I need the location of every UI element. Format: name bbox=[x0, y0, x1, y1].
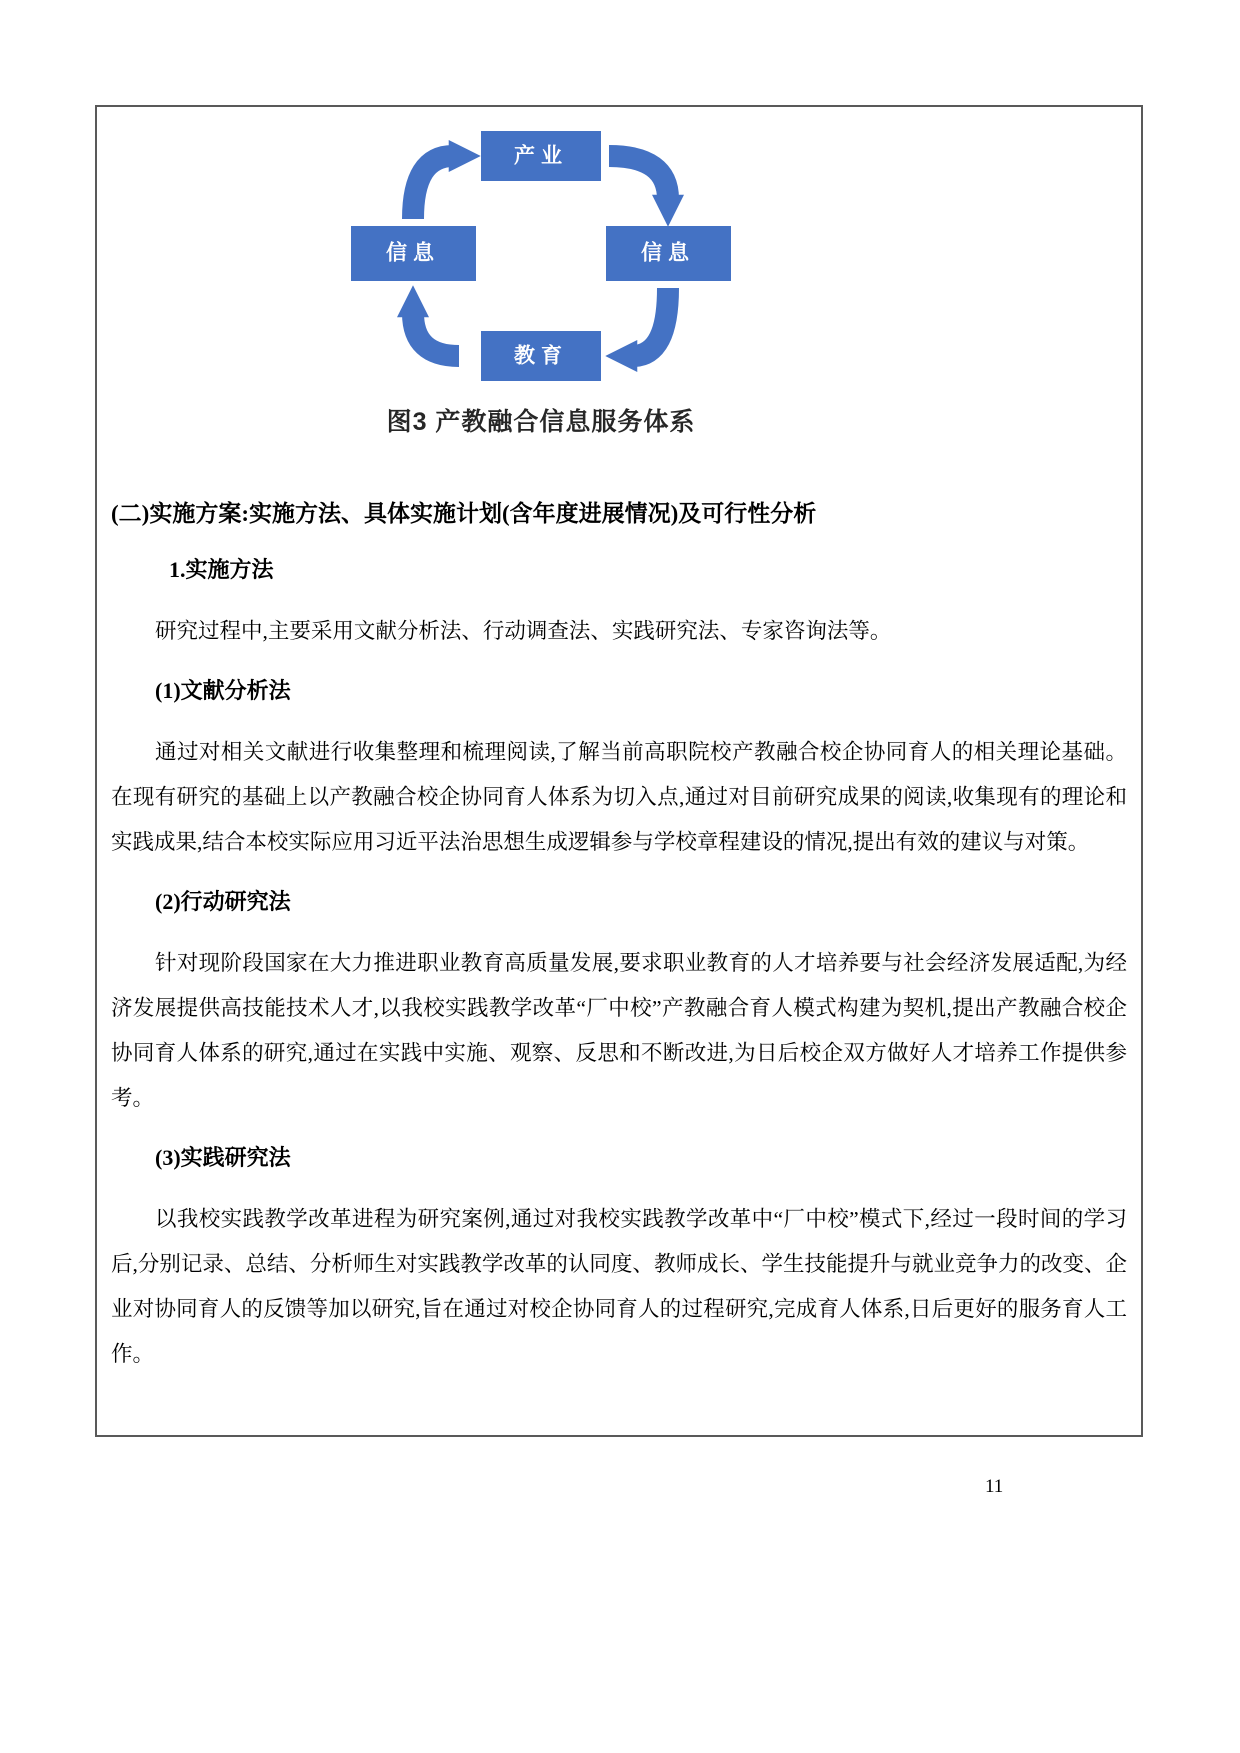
content-frame bbox=[95, 105, 1143, 1437]
document-body bbox=[111, 498, 1127, 1377]
arrow-right-to-bottom-icon bbox=[633, 288, 668, 356]
heading-practice-research: (3)实践研究法 bbox=[155, 1145, 291, 1170]
heading-implementation-method: 1.实施方法 bbox=[169, 557, 274, 582]
arrow-bottom-to-left-icon bbox=[413, 313, 459, 356]
node-education-label: 教育 bbox=[514, 344, 568, 368]
arrow-top-to-right-icon bbox=[609, 156, 668, 199]
paragraph-action-research: 针对现阶段国家在大力推进职业教育高质量发展,要求职业教育的人才培养要与社会经济发展适配,为经济发展提供高技能技术人才,以我校实践教学改革“厂中校”产教融合育人模式构建为契机,提出产教融合校企协同育人体系的研究,通过在实践中实施、观察、反思和不断改进,为日后校企双方做好人才培养工作提供参考。 bbox=[111, 951, 1127, 1110]
paragraph-practice-research: 以我校实践教学改革进程为研究案例,通过对我校实践教学改革中“厂中校”模式下,经过一段时间的学习后,分别记录、总结、分析师生对实践教学改革的认同度、教师成长、学生技能提升与就业竞争力的改变、企业对协同育人的反馈等加以研究,旨在通过对校企协同育人的过程研究,完成育人体系,日后更好的服务育人工作。 bbox=[111, 1207, 1127, 1366]
figure-3 bbox=[95, 131, 1049, 438]
node-information-left-label: 信息 bbox=[386, 241, 440, 265]
heading-action-research: (2)行动研究法 bbox=[155, 889, 291, 914]
heading-literature-analysis: (1)文献分析法 bbox=[155, 678, 291, 703]
paragraph-literature-analysis: 通过对相关文献进行收集整理和梳理阅读,了解当前高职院校产教融合校企协同育人的相关理论基础。在现有研究的基础上以产教融合校企协同育人体系为切入点,通过对目前研究成果的阅读,收集现有的理论和实践成果,结合本校实际应用习近平法治思想生成逻辑参与学校章程建设的情况,提出有效的建议与对策。 bbox=[111, 740, 1127, 854]
paragraph-method-overview: 研究过程中,主要采用文献分析法、行动调查法、实践研究法、专家咨询法等。 bbox=[155, 619, 892, 643]
node-information-right-label: 信息 bbox=[641, 241, 695, 265]
figure-caption: 图3 产教融合信息服务体系 bbox=[386, 408, 696, 436]
page-number: 11 bbox=[985, 1476, 1004, 1497]
cycle-diagram bbox=[351, 131, 731, 381]
heading-implementation-plan: (二)实施方案:实施方法、具体实施计划(含年度进展情况)及可行性分析 bbox=[111, 501, 817, 526]
arrow-left-to-top-icon bbox=[413, 156, 453, 219]
node-industry-label: 产业 bbox=[514, 144, 568, 168]
